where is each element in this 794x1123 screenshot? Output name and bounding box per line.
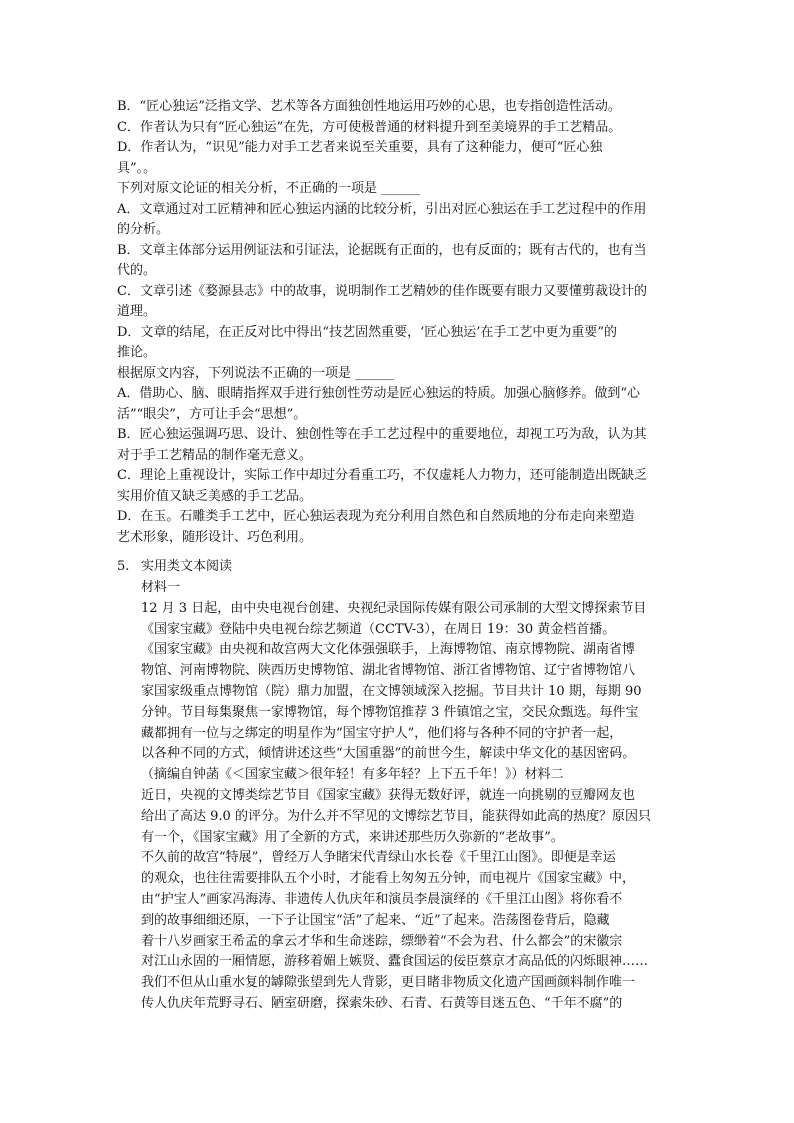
text-line: 具”。。 [117,160,157,176]
text-line: D．作者认为，“识见”能力对手工艺者来说至关重要，具有了这种能力，便可“匠心独 [117,140,603,155]
text-line: 实用价值又缺乏美感的手工艺品。 [117,488,313,504]
text-line: 对于手工艺精品的制作毫无意义。 [117,447,313,463]
text-line: A．文章通过对工匠精神和匠心独运内涵的比较分析，引出对匠心独运在手工艺过程中的作用 [117,201,647,217]
text-line: B．匠心独运强调巧思、设计、独创性等在手工艺过程中的重要地位，却视工巧为敌，认为其 [117,427,647,442]
text-line: D．在玉。石雕类手工艺中，匠心独运表现为充分利用自然色和自然质地的分布走向来塑造 [117,509,635,524]
text-line: 道理。 [117,304,157,319]
text-line: 活”“眼尖”，方可让手会“思想”。 [117,406,307,422]
material-heading: 材料一 [141,580,181,595]
passage-line: 《国家宝藏》由央视和故宫两大文化体强强联手，上海博物馆、南京博物院、湖南省博 [141,642,636,658]
text-line: 推论。 [117,345,157,360]
passage-line: 到的故事细细还原，一下子让国宝“活”了起来、“近”了起来。浩荡图卷背后，隐藏 [141,912,610,928]
passage-line: 我们不但从山重水复的罅隙张望到先人背影，更目睹非物质文化遗产国画颜料制作唯一 [141,975,636,991]
text-line: 代的。 [117,263,157,278]
passage-line: 家国家级重点博物馆（院）鼎力加盟，在文博领域深入挖掘。节目共计 10 期，每期 90 [141,684,642,699]
section-number: 5. [117,559,130,574]
text-line: A．借助心、脑、眼睛指挥双手进行独创性劳动是匠心独运的特质。加强心脑修养。做到“心 [117,386,641,401]
text-line: B．“匠心独运”泛指文学、艺术等各方面独创性地运用巧妙的心思，也专指创造性活动。 [117,99,621,114]
passage-line: 由“护宝人”画家冯海涛、非遗传人仇庆年和演员李晨演绎的《千里江山图》将你看不 [141,892,623,907]
passage-line: 12 月 3 日起，由中央电视台创建、央视纪录国际传媒有限公司承制的大型文博探索节目 [141,600,647,616]
passage-line: （摘编自钟菡《＜国家宝藏＞很年轻！有多年轻？上下五千年！》）材料二 [141,767,564,783]
passage-line: 对江山永固的一厢情愿，游移着媚上嫉贤、蠹食国运的佞臣蔡京才高品低的闪烁眼神…… [141,954,649,970]
passage-line: 分钟。节目每集聚焦一家博物馆，每个博物馆推荐 3 件镇馆之宝，交民众甄选。每件宝 [141,704,639,720]
passage-line: 着十八岁画家王希孟的拿云才华和生命迷踪，缥缈着“不会为君、什么都会”的宋徽宗 [141,933,623,949]
section-title: 实用类文本阅读 [141,559,233,574]
text-line: C．理论上重视设计，实际工作中却过分看重工巧，不仅虚耗人力物力，还可能制造出既缺乏 [117,468,647,483]
text-line: 艺术形象，随形设计、巧色利用。 [117,529,313,545]
passage-line: 给出了高达 9.0 的评分。为什么并不罕见的文博综艺节目，能获得如此高的热度？原因只 [141,808,651,824]
passage-line: 藏都拥有一位与之绑定的明星作为“国宝守护人”，他们将与各种不同的守护者一起， [141,725,623,741]
passage-line: 的观众，也往往需要排队五个小时，才能看上匆匆五分钟，而电视片《国家宝藏》中， [141,871,636,887]
text-line: B．文章主体部分运用例证法和引证法，论据既有正面的，也有反面的；既有古代的，也有当 [117,242,647,258]
passage-line: 传人仇庆年荒野寻石、陋室研磨，探索朱砂、石青、石黄等目迷五色、“千年不腐”的 [141,996,623,1011]
passage-line: 以各种不同的方式，倾情讲述这些“大国重器”的前世今生，解读中华文化的基因密码。 [141,746,636,762]
text-line: 根据原文内容，下列说法不正确的一项是 ______ [117,365,395,381]
passage-line: 物馆、河南博物院、陕西历史博物馆、湖北省博物馆、浙江省博物馆、辽宁省博物馆八 [141,663,636,679]
passage-line: 不久前的故宫“特展”，曾经万人争睹宋代青绿山水长卷《千里江山图》。即便是幸运 [141,850,616,866]
text-line: C．文章引述《婺源县志》中的故事，说明制作工艺精妙的佳作既要有眼力又要懂剪裁设计的 [117,283,647,299]
text-line: C．作者认为只有“匠心独运”在先，方可使极普通的材料提升到至美境界的手工艺精品。 [117,119,622,135]
text-line: 的分析。 [117,222,170,237]
passage-line: 近日，央视的文博类综艺节目《国家宝藏》获得无数好评，就连一向挑剔的豆瓣网友也 [141,788,636,803]
passage-line: 《国家宝藏》登陆中央电视台综艺频道（CCTV-3），在周日 19：30 黄金档首播。 [141,621,616,637]
text-line: 下列对原文论证的相关分析，不正确的一项是 ______ [117,181,421,196]
passage-line: 有一个，《国家宝藏》用了全新的方式，来讲述那些历久弥新的“老故事”。 [141,829,564,845]
text-line: D．文章的结尾，在正反对比中得出“技艺固然重要，‘匠心独运’在手工艺中更为重要”的 [117,324,617,340]
